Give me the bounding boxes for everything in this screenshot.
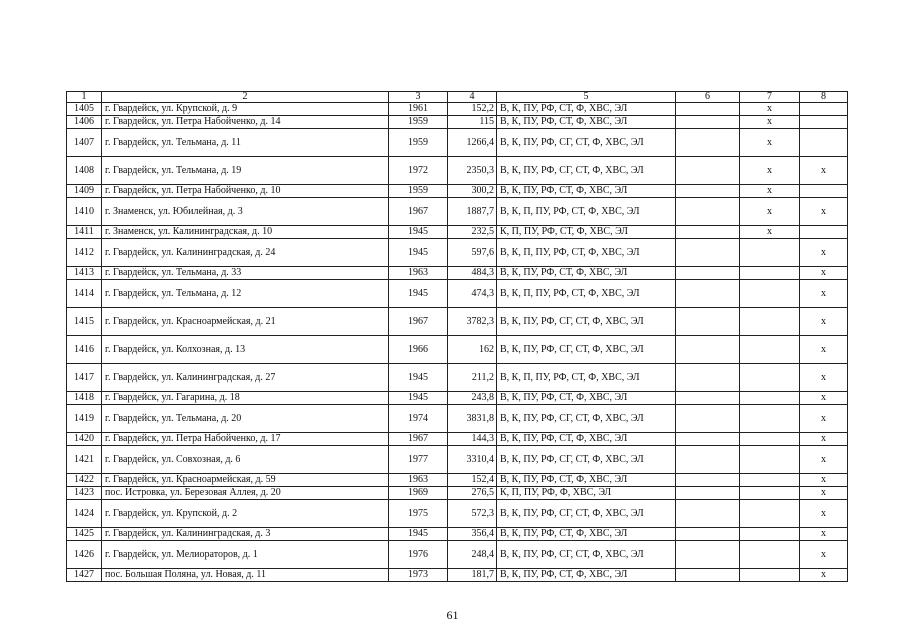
year-cell: 1974 <box>389 405 448 433</box>
systems-cell: В, К, П, ПУ, РФ, СТ, Ф, ХВС, ЭЛ <box>497 198 676 226</box>
col8-mark: x <box>800 239 848 267</box>
area-cell: 484,3 <box>448 267 497 280</box>
table-row <box>67 541 848 569</box>
address-cell: г. Гвардейск, ул. Красноармейская, д. 21 <box>102 308 389 336</box>
col8-mark: x <box>800 569 848 582</box>
row-number: 1406 <box>67 116 102 129</box>
systems-cell: В, К, ПУ, РФ, СГ, СТ, Ф, ХВС, ЭЛ <box>497 308 676 336</box>
col7-mark: x <box>740 116 800 129</box>
address-cell: г. Гвардейск, ул. Колхозная, д. 13 <box>102 336 389 364</box>
col7-mark <box>740 280 800 308</box>
col8-mark <box>800 185 848 198</box>
area-cell: 2350,3 <box>448 157 497 185</box>
systems-cell: К, П, ПУ, РФ, Ф, ХВС, ЭЛ <box>497 487 676 500</box>
table-row <box>67 198 848 226</box>
table-row <box>67 239 848 267</box>
col6-cell <box>676 392 740 405</box>
area-cell: 356,4 <box>448 528 497 541</box>
col-header-4: 4 <box>448 92 497 103</box>
col6-cell <box>676 185 740 198</box>
col6-cell <box>676 541 740 569</box>
area-cell: 3831,8 <box>448 405 497 433</box>
col8-mark: x <box>800 474 848 487</box>
year-cell: 1977 <box>389 446 448 474</box>
table-row <box>67 267 848 280</box>
col7-mark: x <box>740 129 800 157</box>
address-cell: г. Гвардейск, ул. Петра Набойченко, д. 14 <box>102 116 389 129</box>
address-cell: г. Гвардейск, ул. Крупской, д. 2 <box>102 500 389 528</box>
address-cell: г. Гвардейск, ул. Калининградская, д. 27 <box>102 364 389 392</box>
col7-mark <box>740 392 800 405</box>
year-cell: 1976 <box>389 541 448 569</box>
address-cell: г. Гвардейск, ул. Гагарина, д. 18 <box>102 392 389 405</box>
area-cell: 243,8 <box>448 392 497 405</box>
address-cell: г. Гвардейск, ул. Совхозная, д. 6 <box>102 446 389 474</box>
col7-mark <box>740 446 800 474</box>
area-cell: 115 <box>448 116 497 129</box>
col6-cell <box>676 308 740 336</box>
area-cell: 3782,3 <box>448 308 497 336</box>
row-number: 1425 <box>67 528 102 541</box>
area-cell: 1266,4 <box>448 129 497 157</box>
year-cell: 1975 <box>389 500 448 528</box>
row-number: 1427 <box>67 569 102 582</box>
row-number: 1423 <box>67 487 102 500</box>
col6-cell <box>676 487 740 500</box>
col8-mark: x <box>800 433 848 446</box>
col7-mark <box>740 267 800 280</box>
address-cell: г. Гвардейск, ул. Калининградская, д. 24 <box>102 239 389 267</box>
col7-mark <box>740 487 800 500</box>
systems-cell: В, К, П, ПУ, РФ, СТ, Ф, ХВС, ЭЛ <box>497 280 676 308</box>
year-cell: 1967 <box>389 308 448 336</box>
col6-cell <box>676 157 740 185</box>
address-cell: г. Гвардейск, ул. Тельмана, д. 12 <box>102 280 389 308</box>
col6-cell <box>676 433 740 446</box>
col-header-7: 7 <box>740 92 800 103</box>
area-cell: 181,7 <box>448 569 497 582</box>
col8-mark: x <box>800 392 848 405</box>
table-row <box>67 392 848 405</box>
col8-mark: x <box>800 500 848 528</box>
housing-table <box>66 91 848 582</box>
col7-mark: x <box>740 226 800 239</box>
table-row <box>67 433 848 446</box>
address-cell: г. Гвардейск, ул. Тельмана, д. 33 <box>102 267 389 280</box>
address-cell: г. Гвардейск, ул. Красноармейская, д. 59 <box>102 474 389 487</box>
col8-mark: x <box>800 336 848 364</box>
area-cell: 572,3 <box>448 500 497 528</box>
col8-mark <box>800 116 848 129</box>
address-cell: пос. Большая Поляна, ул. Новая, д. 11 <box>102 569 389 582</box>
year-cell: 1945 <box>389 226 448 239</box>
row-number: 1424 <box>67 500 102 528</box>
col6-cell <box>676 198 740 226</box>
col8-mark <box>800 129 848 157</box>
table-row <box>67 116 848 129</box>
table-row <box>67 500 848 528</box>
year-cell: 1961 <box>389 103 448 116</box>
address-cell: г. Гвардейск, ул. Мелиораторов, д. 1 <box>102 541 389 569</box>
col7-mark <box>740 500 800 528</box>
area-cell: 597,6 <box>448 239 497 267</box>
row-number: 1409 <box>67 185 102 198</box>
systems-cell: В, К, ПУ, РФ, СГ, СТ, Ф, ХВС, ЭЛ <box>497 405 676 433</box>
row-number: 1419 <box>67 405 102 433</box>
year-cell: 1945 <box>389 239 448 267</box>
col8-mark: x <box>800 541 848 569</box>
table-body <box>67 103 848 582</box>
systems-cell: В, К, П, ПУ, РФ, СТ, Ф, ХВС, ЭЛ <box>497 364 676 392</box>
systems-cell: В, К, ПУ, РФ, СГ, СТ, Ф, ХВС, ЭЛ <box>497 129 676 157</box>
col7-mark: x <box>740 185 800 198</box>
row-number: 1420 <box>67 433 102 446</box>
address-cell: г. Гвардейск, ул. Тельмана, д. 19 <box>102 157 389 185</box>
row-number: 1410 <box>67 198 102 226</box>
area-cell: 1887,7 <box>448 198 497 226</box>
col6-cell <box>676 364 740 392</box>
col7-mark <box>740 433 800 446</box>
systems-cell: В, К, ПУ, РФ, СТ, Ф, ХВС, ЭЛ <box>497 474 676 487</box>
year-cell: 1966 <box>389 336 448 364</box>
col6-cell <box>676 474 740 487</box>
address-cell: г. Гвардейск, ул. Калининградская, д. 3 <box>102 528 389 541</box>
systems-cell: В, К, ПУ, РФ, СТ, Ф, ХВС, ЭЛ <box>497 528 676 541</box>
col6-cell <box>676 103 740 116</box>
row-number: 1422 <box>67 474 102 487</box>
year-cell: 1973 <box>389 569 448 582</box>
table-row <box>67 405 848 433</box>
systems-cell: В, К, ПУ, РФ, СГ, СТ, Ф, ХВС, ЭЛ <box>497 336 676 364</box>
col6-cell <box>676 226 740 239</box>
col-header-8: 8 <box>800 92 848 103</box>
table-row <box>67 185 848 198</box>
row-number: 1421 <box>67 446 102 474</box>
col6-cell <box>676 569 740 582</box>
year-cell: 1969 <box>389 487 448 500</box>
col7-mark <box>740 541 800 569</box>
systems-cell: В, К, П, ПУ, РФ, СТ, Ф, ХВС, ЭЛ <box>497 239 676 267</box>
col-header-1: 1 <box>67 92 102 103</box>
area-cell: 162 <box>448 336 497 364</box>
col7-mark <box>740 308 800 336</box>
col8-mark: x <box>800 280 848 308</box>
table-row <box>67 528 848 541</box>
systems-cell: В, К, ПУ, РФ, СГ, СТ, Ф, ХВС, ЭЛ <box>497 500 676 528</box>
col7-mark: x <box>740 103 800 116</box>
year-cell: 1959 <box>389 129 448 157</box>
col8-mark: x <box>800 308 848 336</box>
table-row <box>67 308 848 336</box>
address-cell: пос. Истровка, ул. Березовая Аллея, д. 20 <box>102 487 389 500</box>
col8-mark: x <box>800 364 848 392</box>
col7-mark: x <box>740 198 800 226</box>
row-number: 1426 <box>67 541 102 569</box>
area-cell: 3310,4 <box>448 446 497 474</box>
col-header-3: 3 <box>389 92 448 103</box>
col6-cell <box>676 280 740 308</box>
col6-cell <box>676 129 740 157</box>
systems-cell: В, К, ПУ, РФ, СГ, СТ, Ф, ХВС, ЭЛ <box>497 446 676 474</box>
systems-cell: В, К, ПУ, РФ, СТ, Ф, ХВС, ЭЛ <box>497 103 676 116</box>
col6-cell <box>676 500 740 528</box>
year-cell: 1963 <box>389 267 448 280</box>
table-row <box>67 129 848 157</box>
address-cell: г. Гвардейск, ул. Тельмана, д. 11 <box>102 129 389 157</box>
col6-cell <box>676 267 740 280</box>
table-row <box>67 280 848 308</box>
row-number: 1413 <box>67 267 102 280</box>
systems-cell: В, К, ПУ, РФ, СТ, Ф, ХВС, ЭЛ <box>497 267 676 280</box>
col8-mark <box>800 226 848 239</box>
col7-mark <box>740 364 800 392</box>
col8-mark: x <box>800 267 848 280</box>
col7-mark <box>740 528 800 541</box>
col6-cell <box>676 239 740 267</box>
address-cell: г. Гвардейск, ул. Петра Набойченко, д. 10 <box>102 185 389 198</box>
col7-mark: x <box>740 157 800 185</box>
row-number: 1412 <box>67 239 102 267</box>
row-number: 1414 <box>67 280 102 308</box>
systems-cell: В, К, ПУ, РФ, СТ, Ф, ХВС, ЭЛ <box>497 392 676 405</box>
address-cell: г. Гвардейск, ул. Тельмана, д. 20 <box>102 405 389 433</box>
systems-cell: К, П, ПУ, РФ, СТ, Ф, ХВС, ЭЛ <box>497 226 676 239</box>
systems-cell: В, К, ПУ, РФ, СТ, Ф, ХВС, ЭЛ <box>497 569 676 582</box>
table-row <box>67 157 848 185</box>
address-cell: г. Знаменск, ул. Юбилейная, д. 3 <box>102 198 389 226</box>
row-number: 1407 <box>67 129 102 157</box>
col7-mark <box>740 336 800 364</box>
area-cell: 152,2 <box>448 103 497 116</box>
year-cell: 1945 <box>389 392 448 405</box>
row-number: 1417 <box>67 364 102 392</box>
row-number: 1408 <box>67 157 102 185</box>
address-cell: г. Знаменск, ул. Калининградская, д. 10 <box>102 226 389 239</box>
area-cell: 211,2 <box>448 364 497 392</box>
col6-cell <box>676 446 740 474</box>
year-cell: 1967 <box>389 433 448 446</box>
table-row <box>67 103 848 116</box>
year-cell: 1967 <box>389 198 448 226</box>
col7-mark <box>740 569 800 582</box>
table-row <box>67 226 848 239</box>
col-header-5: 5 <box>497 92 676 103</box>
year-cell: 1963 <box>389 474 448 487</box>
col8-mark: x <box>800 405 848 433</box>
year-cell: 1959 <box>389 116 448 129</box>
address-cell: г. Гвардейск, ул. Петра Набойченко, д. 17 <box>102 433 389 446</box>
row-number: 1418 <box>67 392 102 405</box>
address-cell: г. Гвардейск, ул. Крупской, д. 9 <box>102 103 389 116</box>
col6-cell <box>676 116 740 129</box>
table-row <box>67 474 848 487</box>
header-row <box>67 92 848 103</box>
row-number: 1411 <box>67 226 102 239</box>
row-number: 1405 <box>67 103 102 116</box>
systems-cell: В, К, ПУ, РФ, СГ, СТ, Ф, ХВС, ЭЛ <box>497 157 676 185</box>
col6-cell <box>676 336 740 364</box>
area-cell: 144,3 <box>448 433 497 446</box>
page-number: 61 <box>446 608 459 622</box>
col-header-6: 6 <box>676 92 740 103</box>
year-cell: 1959 <box>389 185 448 198</box>
area-cell: 276,5 <box>448 487 497 500</box>
table-row <box>67 446 848 474</box>
col8-mark: x <box>800 487 848 500</box>
table-row <box>67 487 848 500</box>
year-cell: 1945 <box>389 280 448 308</box>
col6-cell <box>676 528 740 541</box>
year-cell: 1945 <box>389 528 448 541</box>
col8-mark <box>800 103 848 116</box>
col6-cell <box>676 405 740 433</box>
table-row <box>67 569 848 582</box>
area-cell: 232,5 <box>448 226 497 239</box>
col8-mark: x <box>800 528 848 541</box>
table-row <box>67 364 848 392</box>
col7-mark <box>740 239 800 267</box>
area-cell: 300,2 <box>448 185 497 198</box>
row-number: 1415 <box>67 308 102 336</box>
col8-mark: x <box>800 446 848 474</box>
area-cell: 474,3 <box>448 280 497 308</box>
col-header-2: 2 <box>102 92 389 103</box>
col8-mark: x <box>800 198 848 226</box>
systems-cell: В, К, ПУ, РФ, СТ, Ф, ХВС, ЭЛ <box>497 433 676 446</box>
col7-mark <box>740 474 800 487</box>
systems-cell: В, К, ПУ, РФ, СТ, Ф, ХВС, ЭЛ <box>497 116 676 129</box>
year-cell: 1972 <box>389 157 448 185</box>
row-number: 1416 <box>67 336 102 364</box>
systems-cell: В, К, ПУ, РФ, СТ, Ф, ХВС, ЭЛ <box>497 185 676 198</box>
systems-cell: В, К, ПУ, РФ, СГ, СТ, Ф, ХВС, ЭЛ <box>497 541 676 569</box>
area-cell: 152,4 <box>448 474 497 487</box>
col8-mark: x <box>800 157 848 185</box>
col7-mark <box>740 405 800 433</box>
table-row <box>67 336 848 364</box>
area-cell: 248,4 <box>448 541 497 569</box>
year-cell: 1945 <box>389 364 448 392</box>
